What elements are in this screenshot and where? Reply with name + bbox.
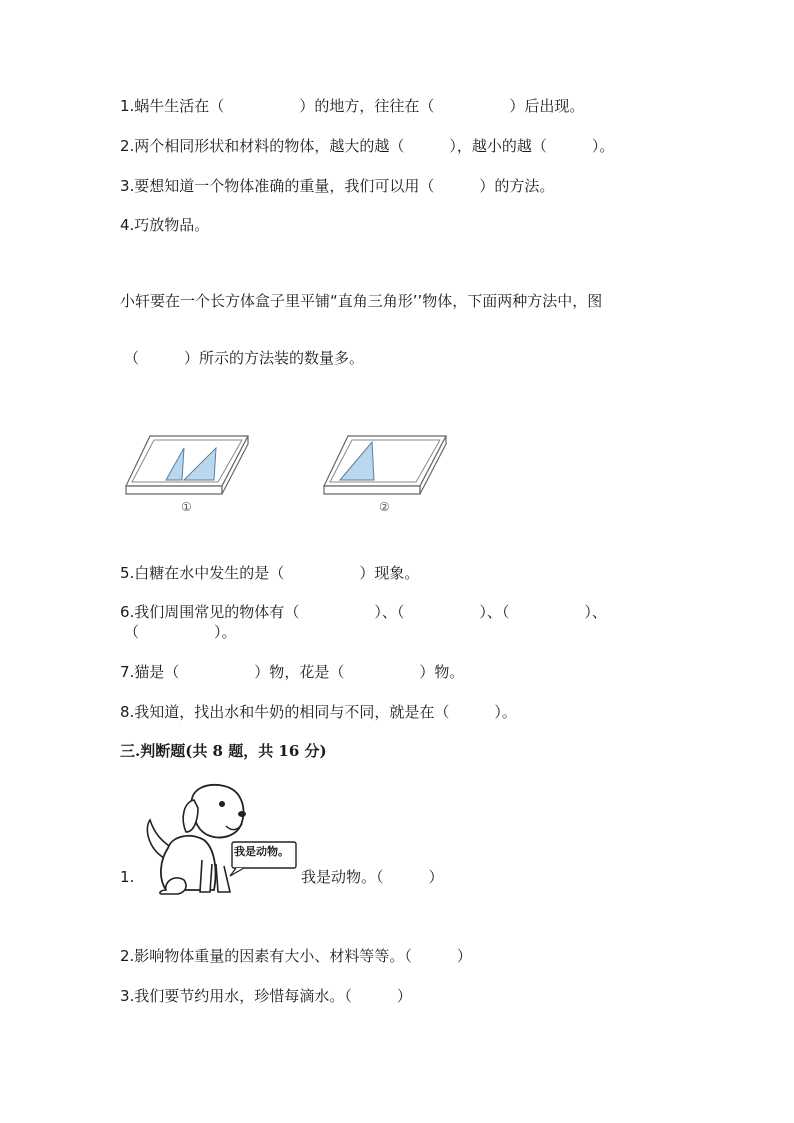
- figure-label-2: ②: [379, 500, 390, 514]
- question-2: 2.两个相同形状和材料的物体，越大的越（ ），越小的越（ ）。: [120, 137, 615, 155]
- box-figure-2: [320, 428, 450, 500]
- question-4-stem-line-1: 小轩要在一个长方体盒子里平铺“直角三角形’’物体，下面两种方法中，图: [120, 292, 603, 310]
- question-4-title: 4.巧放物品。: [120, 216, 210, 234]
- judgement-question-3: 3.我们要节约用水，珍惜每滴水。（ ）: [120, 987, 412, 1005]
- figure-label-1: ①: [181, 500, 192, 514]
- section-heading-judgement: 三.判断题(共 8 题，共 16 分): [120, 742, 327, 760]
- box-figure-1: [122, 428, 252, 500]
- speech-bubble-text: 我是动物。: [234, 845, 289, 858]
- question-1: 1.蜗牛生活在（ ）的地方，往往在（ ）后出现。: [120, 97, 585, 115]
- question-3: 3.要想知道一个物体准确的重量，我们可以用（ ）的方法。: [120, 177, 555, 195]
- question-5: 5.白糖在水中发生的是（ ）现象。: [120, 564, 420, 582]
- dog-illustration: [138, 778, 298, 904]
- question-6-line-2: （ ）。: [124, 623, 237, 641]
- question-8: 8.我知道，找出水和牛奶的相同与不同，就是在（ ）。: [120, 703, 517, 721]
- judgement-question-1-number: 1.: [120, 868, 135, 886]
- judgement-question-1: 我是动物。（ ）: [301, 868, 444, 886]
- question-4-stem-line-2: （ ）所示的方法装的数量多。: [124, 349, 365, 367]
- question-6-line-1: 6.我们周围常见的物体有（ ）、（ ）、（ ）、: [120, 603, 607, 621]
- question-7: 7.猫是（ ）物，花是（ ）物。: [120, 663, 465, 681]
- judgement-question-2: 2.影响物体重量的因素有大小、材料等等。（ ）: [120, 947, 472, 965]
